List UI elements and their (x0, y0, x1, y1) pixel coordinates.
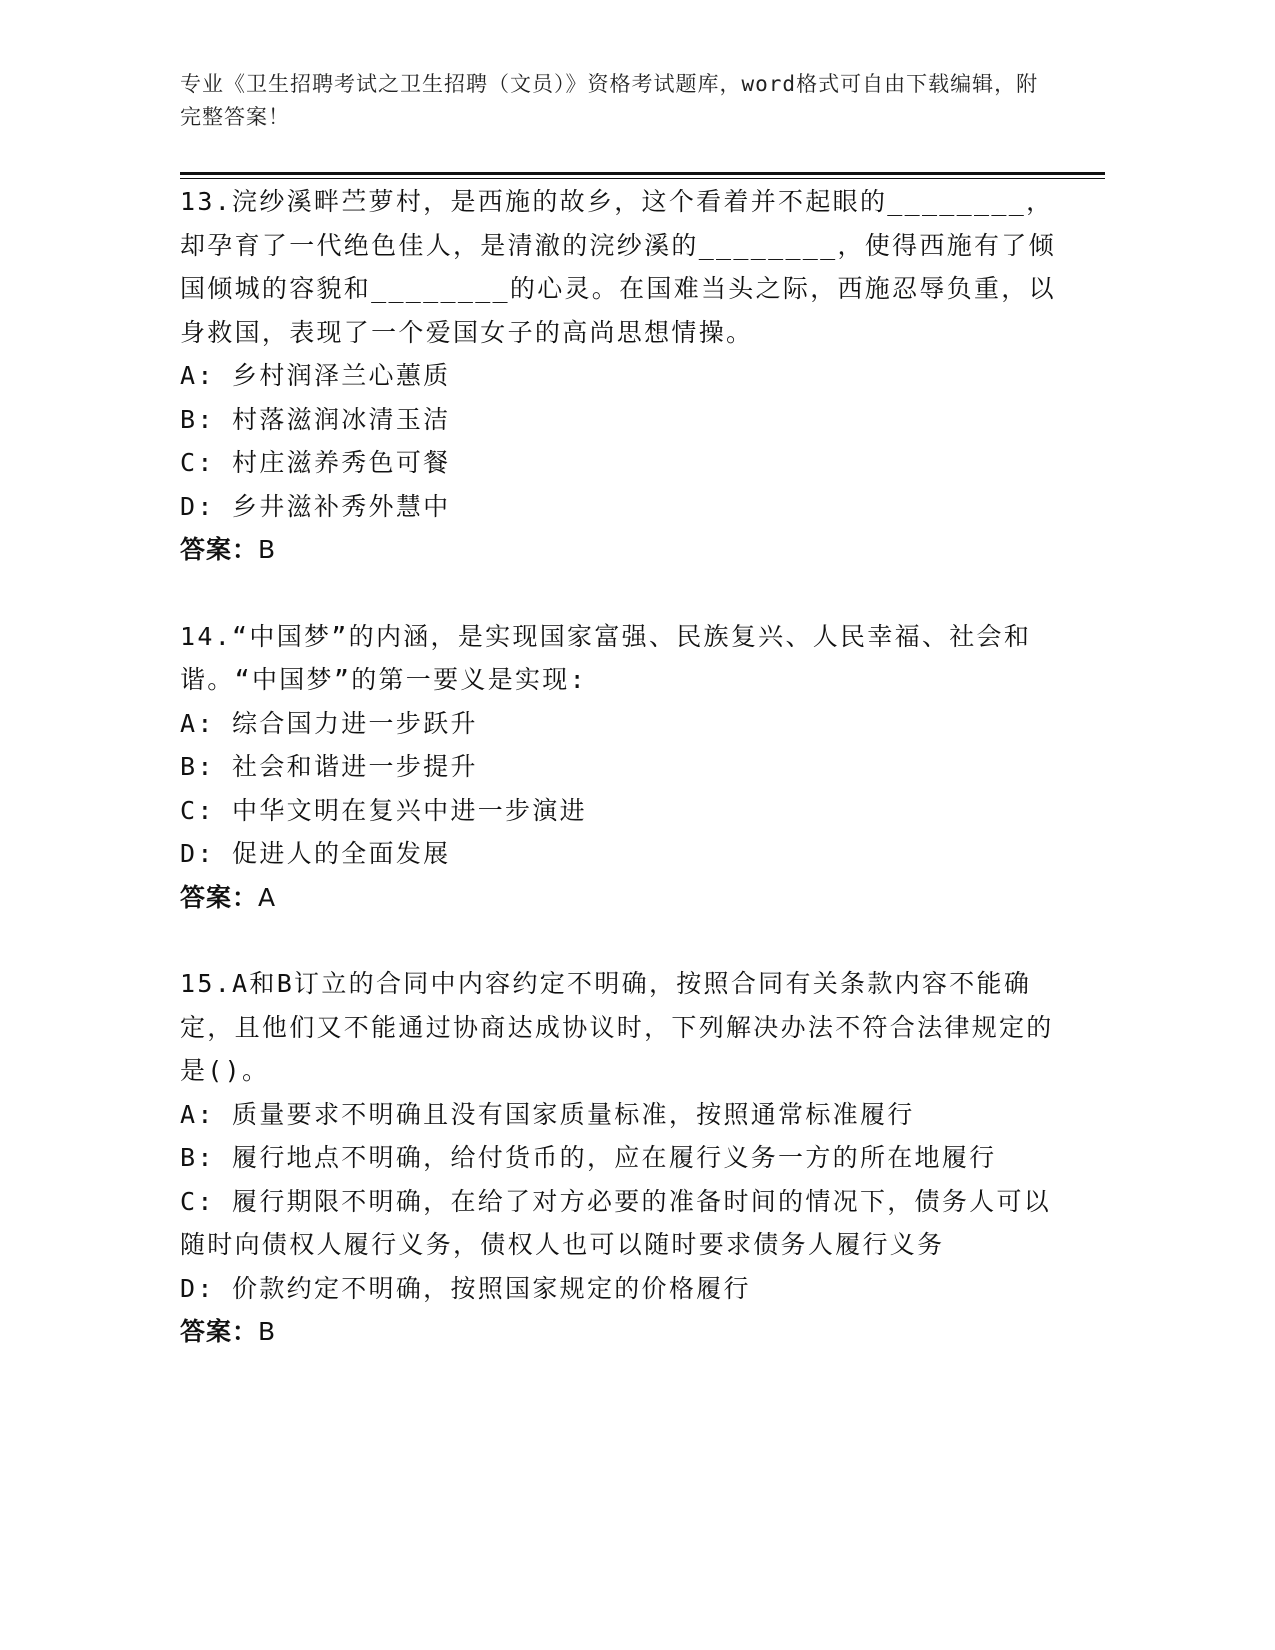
answer-line (180, 1310, 1060, 1354)
header-divider-thin (180, 178, 1105, 179)
option-b: B: 履行地点不明确，给付货币的，应在履行义务一方的所在地履行 (180, 1143, 997, 1172)
option-a: A: 质量要求不明确且没有国家质量标准，按照通常标准履行 (180, 1099, 915, 1129)
answer-label: 答案： (180, 1317, 259, 1346)
option-c: C: 中华文明在复兴中进一步演进 (180, 795, 587, 825)
header-divider-thick (180, 172, 1105, 175)
answer-line (180, 528, 1060, 572)
option-d: D: 价款约定不明确，按照国家规定的价格履行 (180, 1273, 751, 1303)
answer-label: 答案： (180, 882, 259, 912)
question-stem: 13.浣纱溪畔苎萝村，是西施的故乡，这个看着并不起眼的________，却孕育了一代绝色佳人，是清澈的浣纱溪的________，使得西施有了倾国倾城的容貌和________的心灵。在国难当头之际，西施忍辱负重，以身救国，表现了一个爱国女子的高尚思想情操。 (180, 187, 1056, 347)
question-list (180, 180, 1060, 1397)
option-c: C: 村庄滋养秀色可餐 (180, 448, 451, 477)
answer-label: 答案： (180, 535, 259, 564)
answer-line (180, 876, 1060, 920)
answer-value: B (258, 1317, 277, 1346)
option-a: A: 综合国力进一步跃升 (180, 708, 478, 738)
page-header: 专业《卫生招聘考试之卫生招聘（文员）》资格考试题库，word格式可自由下载编辑，附完整答案！ (180, 72, 1039, 129)
option-c: C: 履行期限不明确，在给了对方必要的准备时间的情况下，债务人可以随时向债权人履行义务，债权人也可以随时要求债务人履行义务 (180, 1186, 1052, 1259)
option-b: B: 社会和谐进一步提升 (180, 752, 478, 781)
question-13 (180, 180, 1060, 572)
option-d: D: 乡井滋补秀外慧中 (180, 491, 451, 521)
question-stem: 15.A和B订立的合同中内容约定不明确，按照合同有关条款内容不能确定，且他们又不能通过协商达成协议时，下列解决办法不符合法律规定的是()。 (180, 969, 1054, 1085)
question-14 (180, 615, 1060, 920)
option-b: B: 村落滋润冰清玉洁 (180, 404, 451, 434)
option-a: A: 乡村润泽兰心蕙质 (180, 361, 451, 390)
question-stem: 14.“中国梦”的内涵，是实现国家富强、民族复兴、人民幸福、社会和谐。“中国梦”的第一要义是实现: (180, 621, 1032, 694)
answer-value: A (258, 882, 277, 912)
answer-value: B (258, 535, 277, 564)
question-15 (180, 962, 1060, 1354)
option-d: D: 促进人的全面发展 (180, 839, 451, 868)
